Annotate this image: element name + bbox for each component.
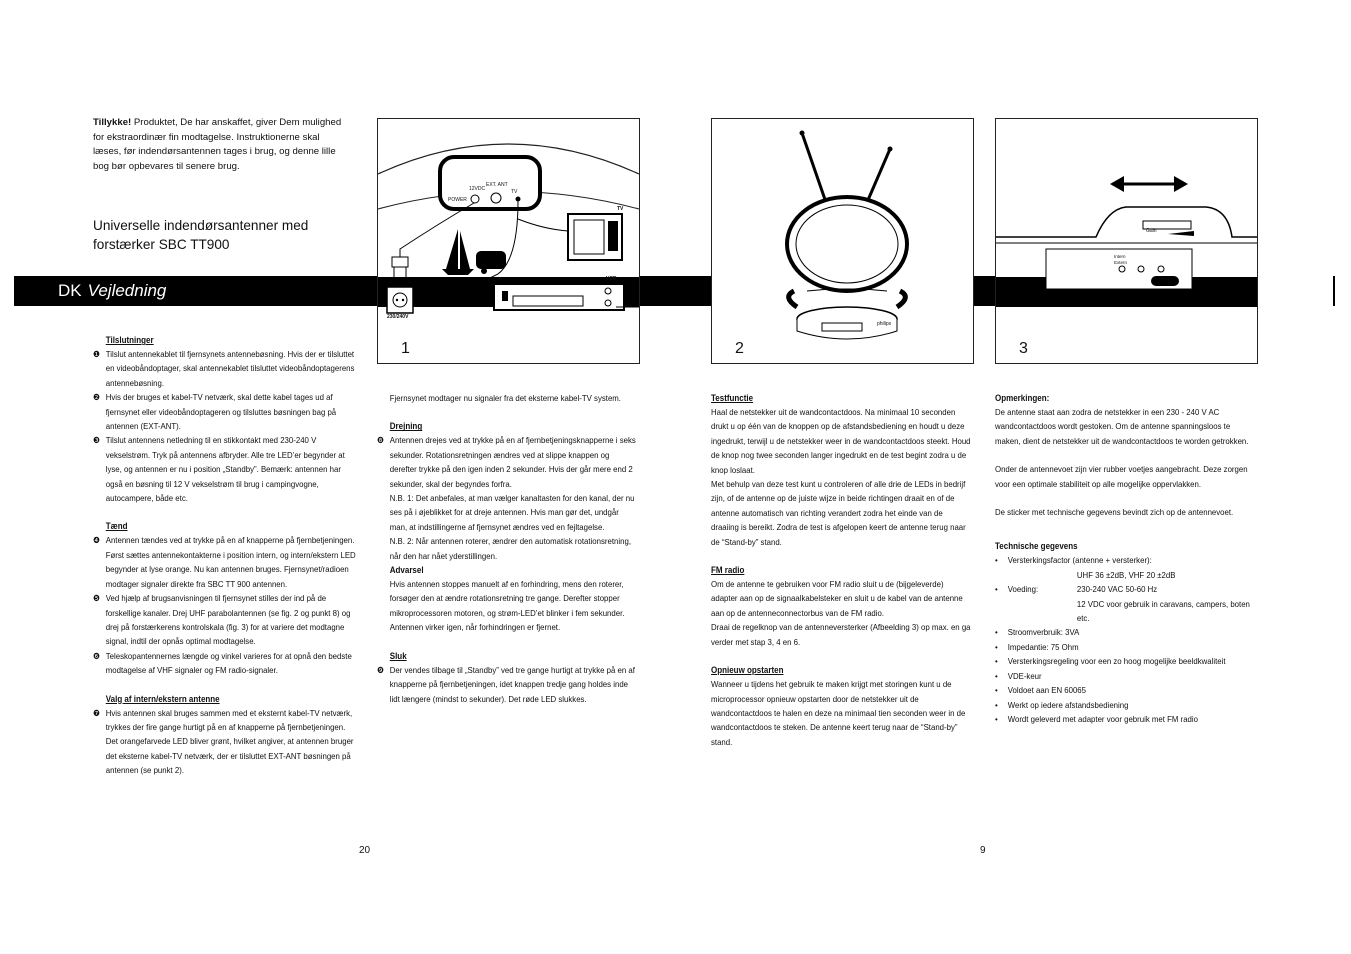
column-3 bbox=[711, 391, 971, 749]
paragraph: N.B. 2: Når antennen roterer, ændrer den automatisk rotationsretning, når den har nået yderstillingen. bbox=[389, 536, 632, 561]
heading-testfunctie: Testfunctie bbox=[711, 393, 754, 403]
figure-1 bbox=[377, 118, 640, 364]
wall-socket-icon bbox=[387, 287, 413, 313]
paragraph: De sticker met technische gegevens bevindt zich op de antennevoet. bbox=[995, 507, 1234, 518]
list-item: ❷ Hvis der bruges et kabel-TV netværk, skal dette kabel tages ud af fjernsynet eller videobåndoptageren og tilsluttes bøsningen bag på antennen (EXT-ANT). bbox=[93, 392, 337, 432]
heading-drejning: Drejning bbox=[389, 421, 423, 432]
column-4 bbox=[995, 391, 1257, 726]
page-number-left: 20 bbox=[359, 845, 371, 856]
spec-item: • Stroomverbruik: 3VA bbox=[995, 627, 1080, 638]
header-band-fig3-gap bbox=[972, 276, 995, 306]
page-number-right: 9 bbox=[980, 845, 986, 856]
paragraph: Onder de antennevoet zijn vier rubber voetjes aangebracht. Deze zorgen voor een optimale stabiliteit op alle mogelijke oppervlakken. bbox=[995, 464, 1248, 489]
product-subtitle: Universelle indendørsantenner med forstærker SBC TT900 bbox=[93, 218, 309, 252]
list-item: ❽ Antennen drejes ved at trykke på en af fjernbetjeningsknapperne i seks sekunder. Rotationsretningen ændres ved at slippe knappen og derefter trykke på den igen inden 2 sekunder. Hvis der går mere end 2 sekunder, skal der begyndes forfra. bbox=[377, 435, 636, 489]
paragraph: Fjernsynet modtager nu signaler fra det eksterne kabel-TV system. bbox=[389, 393, 621, 403]
label-mains: 230/240V bbox=[387, 314, 409, 320]
power-switch bbox=[1151, 276, 1179, 286]
heading-technische: Technische gegevens bbox=[995, 541, 1078, 552]
list-item: ❼ Hvis antennen skal bruges sammen med et eksternt kabel-TV netværk, trykkes der fire gange hurtigt på en af knapperne på fjernbetjeningen. Det orangefarvede LED bliver grønt, hvilket angiver, at antennen bruger det eksterne kabel-TV netværk, der er tilsluttet EXT-ANT bøsningen på antennen (se punkt 2). bbox=[93, 707, 354, 776]
figure-2 bbox=[711, 118, 974, 364]
spec-item: • Versterkingsregeling voor een zo hoog mogelijke beeldkwaliteit bbox=[995, 656, 1226, 667]
base-brand: philips bbox=[877, 321, 892, 327]
spec-value: 12 VDC voor gebruik in caravans, campers, boten etc. bbox=[1076, 598, 1250, 624]
paragraph: Draai de regelknop van de antenneversterker (Afbeelding 3) op max. en ga verder met stap 3, 4 en 6. bbox=[711, 622, 971, 647]
header-band-right bbox=[1333, 276, 1335, 306]
rotate-left-arrow bbox=[789, 291, 797, 307]
label-12vdc: 12VDC bbox=[469, 186, 486, 192]
heading-sluk: Sluk bbox=[389, 650, 407, 661]
spec-item: • Versterkingsfactor (antenne + versterker): bbox=[995, 555, 1152, 566]
column-2 bbox=[377, 391, 636, 706]
intro-text bbox=[93, 116, 343, 174]
paragraph: Haal de netstekker uit de wandcontactdoos. Na minimaal 10 seconden drukt u op één van de knoppen op de afstandsbediening en houdt u deze ingedrukt, terwijl u de netstekker weer in de wandcontactdoos steekt. Houd de knop nog twee seconden langer ingedrukt en de test begint zodra u de knop loslaat. bbox=[711, 407, 971, 475]
list-item: ❾ Der vendes tilbage til „Standby” ved tre gange hurtigt at trykke på en af knapperne på fjernbetjeningen, idet knappen tredje gang holdes inde lidt længere (mindst to sekunder). Det røde LED slukkes. bbox=[377, 664, 635, 704]
intro-body: Produktet, De har anskaffet, giver Dem mulighed for ekstraordinær fin modtagelse. Instruktionerne skal læses, før indendørsantennen tages i brug, og denne lille bog bør opbevares til senere brug. bbox=[93, 117, 342, 172]
heading-opnieuw: Opnieuw opstarten bbox=[711, 665, 784, 676]
label-ext-ant: EXT. ANT bbox=[486, 182, 508, 188]
spec-item: • Voeding: 230-240 VAC 50-60 Hz bbox=[995, 584, 1158, 595]
label-tv: TV bbox=[511, 189, 518, 195]
sailboat-icon bbox=[446, 229, 458, 269]
list-item: ❶ Tilslut antennekablet til fjernsynets antennebøsning. Hvis der er tilsluttet en videobåndoptager, skal antennekablet tilsluttet videobåndoptagerens antennebøsning. bbox=[93, 349, 355, 388]
label-power: POWER bbox=[448, 197, 467, 203]
heading-advarsel: Advarsel bbox=[389, 565, 424, 576]
list-item: ❹ Antennen tændes ved at trykke på en af knapperne på fjernbetjeningen. Først sættes antennekontakterne i position intern, og intern/ekstern LED begynder at lyse orange. Nu kan antennen bruges. Fjernsynet/radioen modtager signaler direkte fra SBC TT 900 antennen. bbox=[93, 535, 356, 589]
section-title-text: Vejledning bbox=[87, 281, 167, 300]
heading-fm-radio: FM radio bbox=[711, 565, 745, 576]
heading-valg: Valg af intern/ekstern antenne bbox=[105, 693, 220, 704]
connection-diagram bbox=[378, 119, 639, 363]
extern-label: Extern bbox=[1114, 260, 1128, 265]
list-item: ❻ Teleskopantennernes længde og vinkel varieres for at opnå den bedste modtagelse af VHF signaler og FM radio-signaler. bbox=[93, 650, 352, 676]
column-1 bbox=[93, 333, 357, 778]
rotate-right-arrow bbox=[897, 291, 905, 307]
paragraph: De antenne staat aan zodra de netstekker in een 230 - 240 V AC wandcontactdoos wordt gestoken. Om de antenne spanningsloos te maken, dient de netstekker uit de wandcontactdoos te worden getrokken. bbox=[995, 407, 1249, 446]
figure-2-number: 2 bbox=[735, 340, 744, 357]
list-item: ❸ Tilslut antennens netledning til en stikkontakt med 230-240 V vekselstrøm. Tryk på antennens afbryder. Alle tre LED’er begynder at lyse, og antennen er nu i position „Standby”. Bemærk: antennen har også en bøsning til 12 V vekselstrøm til brug i campingvogne, autocampere, både etc. bbox=[93, 435, 345, 504]
paragraph: Om de antenne te gebruiken voor FM radio sluit u de (bijgeleverde) adapter aan op de signaalkabelsteker en sluit u de kabel van de antenne aan op de antenneconnectorbus van de FM radio. bbox=[711, 579, 963, 618]
heading-tilslutninger: Tilslutninger bbox=[105, 335, 154, 345]
list-item: ❺ Ved hjælp af brugsanvisningen til fjernsynet stilles der ind på de forskellige kanaler. Drej UHF parabolantennen (se fig. 2 og punkt 8) og drej på forstærkerens kontrolskala (fig. 3) for at variere det modtagne signal, indtil der opnås optimal modtagelse. bbox=[93, 593, 351, 647]
intro-lead: Tillykke! bbox=[93, 117, 132, 128]
heading-taend: Tænd bbox=[105, 521, 128, 532]
paragraph: Wanneer u tijdens het gebruik te maken krijgt met storingen kunt u de microprocessor opnieuw opstarten door de netstekker uit de wandcontactdoos te halen en deze na minimaal tien seconden weer in de wandcontactdoos te steken. De antenne keert terug naar de “Stand-by” stand. bbox=[711, 679, 966, 747]
paragraph: Hvis antennen stoppes manuelt af en forhindring, mens den roterer, forsøger den at ændre rotationsretning tre gange. Derefter stopper mikroprocessoren motoren, og strøm-LED’et blinker i fem sekunder. Antennen virker igen, når forhindringen er fjernet. bbox=[389, 579, 625, 633]
section-title bbox=[58, 281, 166, 301]
antenna-illustration bbox=[712, 119, 973, 363]
figure-3-number: 3 bbox=[1019, 340, 1028, 357]
heading-opmerkingen: Opmerkingen: bbox=[995, 393, 1050, 403]
spec-item: • Impedantie: 75 Ohm bbox=[995, 641, 1079, 652]
spec-value: UHF 36 ±2dB, VHF 20 ±2dB bbox=[1076, 569, 1176, 580]
caravan-icon bbox=[476, 251, 506, 269]
amplifier-illustration bbox=[996, 119, 1257, 363]
antenna-loop bbox=[787, 197, 907, 291]
paragraph: Met behulp van deze test kunt u controleren of alle drie de LEDs in bedrijf zijn, of de antenne op de juiste wijze in beide richtingen draait en of de antenne automatisch van richting verandert zodra het einde van de draaiing is bereikt. Zodra de test is afgelopen keert de antenne terug naar de “Stand-by” stand. bbox=[711, 479, 966, 547]
label-tv-box: TV bbox=[617, 206, 624, 212]
figure-1-number: 1 bbox=[401, 340, 410, 357]
figure-3 bbox=[995, 118, 1258, 364]
spec-item: • Werkt op iedere afstandsbediening bbox=[995, 699, 1129, 710]
language-code: DK bbox=[58, 281, 82, 300]
label-vcr: VCR bbox=[606, 276, 617, 282]
spec-item: • Voldoet aan EN 60065 bbox=[995, 685, 1087, 696]
paragraph: N.B. 1: Det anbefales, at man vælger kanaltasten for den kanal, der nu ses på i øjeblikket for at dreje antennen. Hvis man gør det, undgår man, at indstillingerne af fjernsynet ændres ved en fejltagelse. bbox=[389, 493, 635, 532]
intern-label: Intern bbox=[1114, 254, 1126, 259]
spec-item: • VDE-keur bbox=[995, 670, 1042, 681]
spec-item: • Wordt geleverd met adapter voor gebruik met FM radio bbox=[995, 713, 1198, 724]
header-band-mid bbox=[639, 276, 711, 306]
gain-label: Gain bbox=[1146, 228, 1157, 234]
